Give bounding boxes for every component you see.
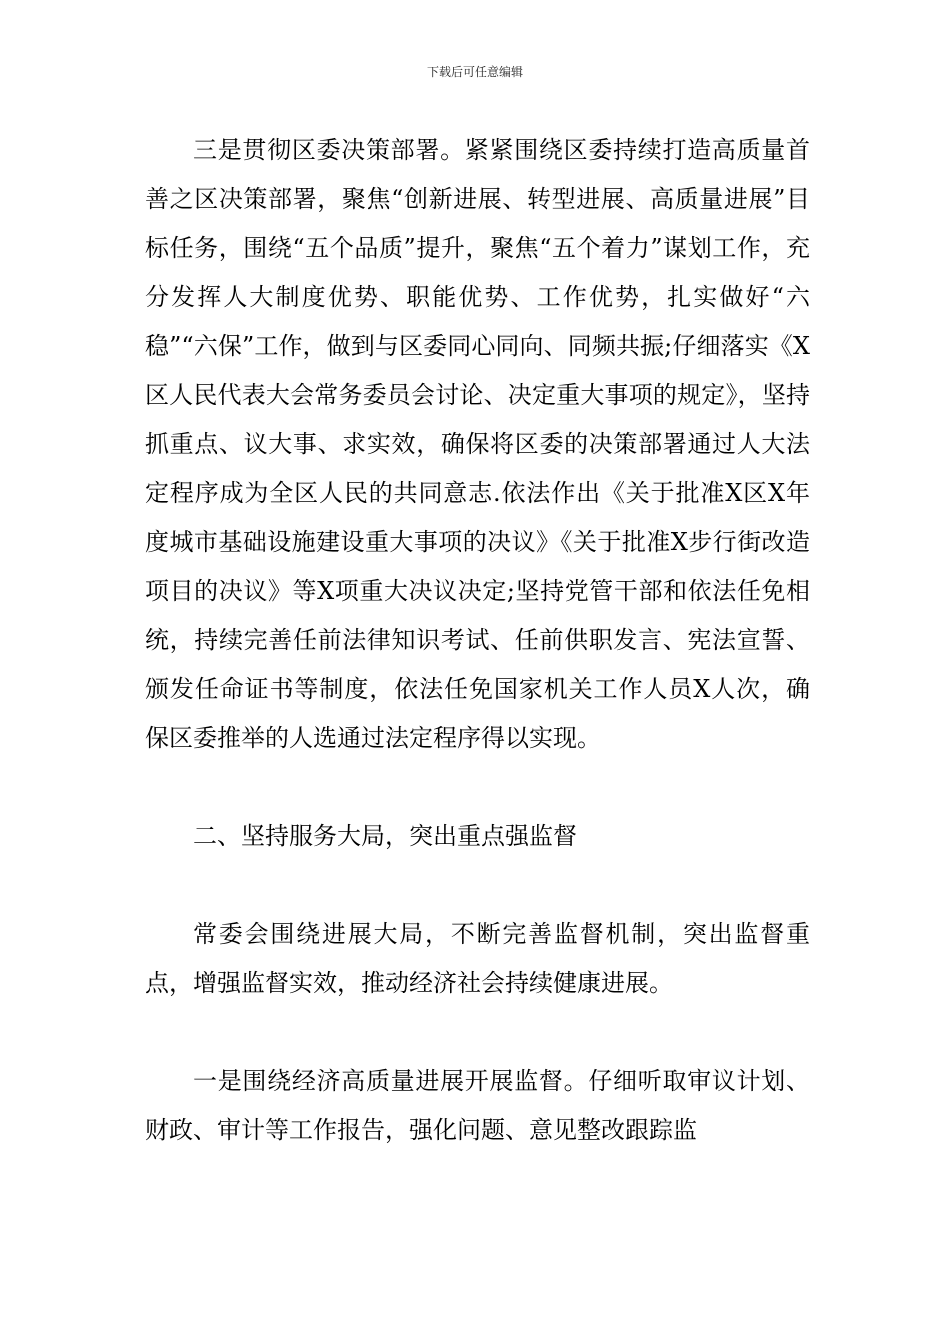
paragraph-supervision-intro: 常委会围绕进展大局，不断完善监督机制，突出监督重点，增强监督实效，推动经济社会持续健康进展。 bbox=[145, 920, 810, 997]
paragraph-decision-deployment: 三是贯彻区委决策部署。紧紧围绕区委持续打造高质量首善之区决策部署，聚焦“创新进展、转型进展、高质量进展”目标任务，围绕“五个品质”提升，聚焦“五个着力”谋划工作，充分发挥人大制度优势、职能优势、工作优势，扎实做好“六稳”“六保”工作，做到与区委同心同向、同频共振;仔细落实《X区人民代表大会常务委员会讨论、决定重大事项的规定》，坚持抓重点、议大事、求实效，确保将区委的决策部署通过人大法定程序成为全区人民的共同意志.依法作出《关于批准X区X年度城市基础设施建设重大事项的决议》《关于批准X步行街改造项目的决议》等X项重大决议决定;坚持党管干部和依法任免相统，持续完善任前法律知识考试、任前供职发言、宪法宣誓、颁发任命证书等制度，依法任免国家机关工作人员X人次，确保区委推举的人选通过法定程序得以实现。 bbox=[145, 136, 810, 752]
document-body bbox=[145, 126, 810, 1155]
section-heading-supervision: 二、坚持服务大局，突出重点强监督 bbox=[193, 822, 577, 850]
paragraph-economic-supervision: 一是围绕经济高质量进展开展监督。仔细听取审议计划、财政、审计等工作报告，强化问题、意见整改跟踪监 bbox=[145, 1067, 810, 1144]
paragraph-gap bbox=[145, 1008, 810, 1057]
page-header: 下载后可任意编辑 bbox=[426, 65, 523, 79]
paragraph-gap bbox=[145, 763, 810, 812]
paragraph-gap bbox=[145, 861, 810, 910]
